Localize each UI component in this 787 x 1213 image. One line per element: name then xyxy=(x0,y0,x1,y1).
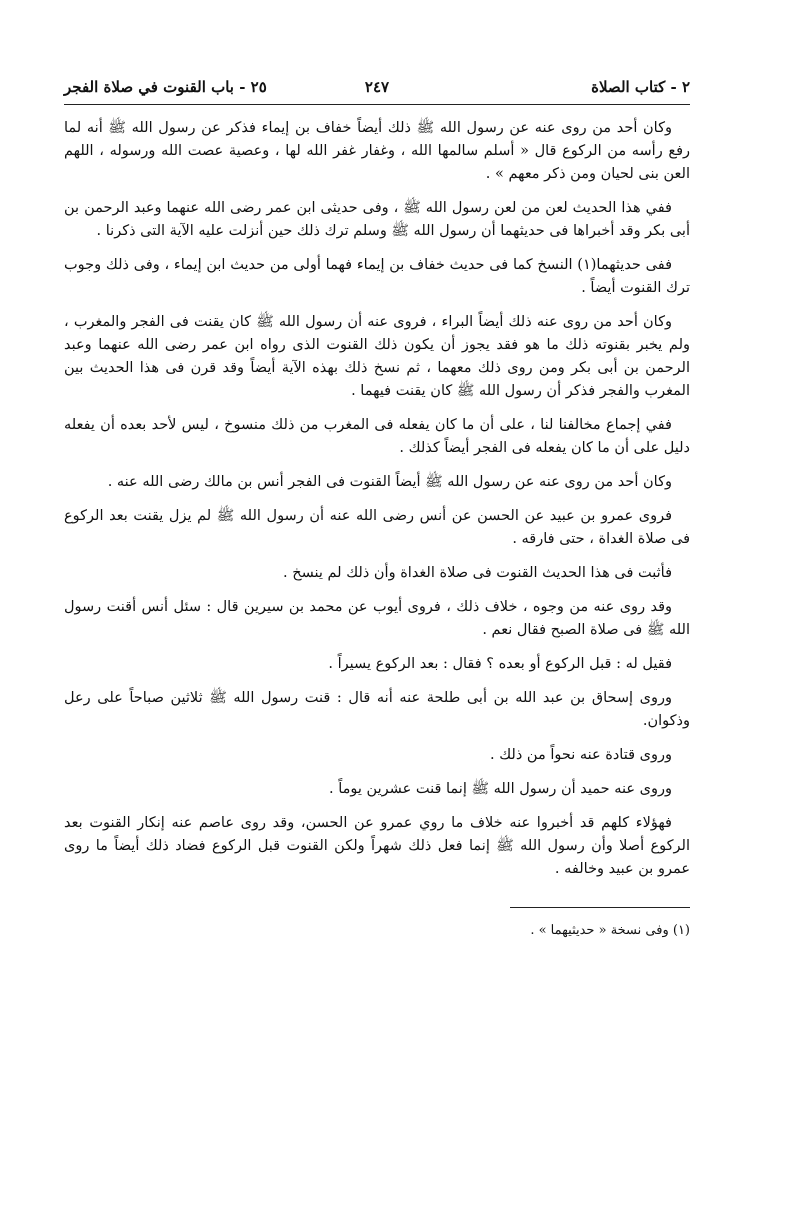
paragraph: وروى إسحاق بن عبد الله بن أبى طلحة عنه أنه قال : قنت رسول الله ﷺ ثلاثين صباحاً على رعل وذكوان. xyxy=(64,690,690,729)
paragraph: وكان أحد من روى عنه عن رسول الله ﷺ ذلك أيضاً خفاف بن إيماء فذكر عن رسول الله ﷺ أنه لما رفع رأسه من الركوع قال « أسلم سالمها الله ، وغفار غفر الله لها ، وعصية عصت الله ورسوله ، اللهم العن بنى لحيان ومن ذكر معهم » . xyxy=(64,120,690,182)
paragraph: ففي إجماع مخالفنا لنا ، على أن ما كان يفعله فى المغرب من ذلك منسوخ ، ليس لأحد بعده أن يفعله دليل على أن ما كان يفعله فى الفجر أيضاً كذلك . xyxy=(64,417,690,456)
paragraph: وكان أحد من روى عنه عن رسول الله ﷺ أيضاً القنوت فى الفجر أنس بن مالك رضى الله عنه . xyxy=(107,474,672,490)
running-head xyxy=(64,70,690,105)
paragraph: فأثبت فى هذا الحديث القنوت فى صلاة الغداة وأن ذلك لم ينسخ . xyxy=(282,565,672,581)
paragraph: وكان أحد من روى عنه ذلك أيضاً البراء ، فروى عنه أن رسول الله ﷺ كان يقنت فى الفجر والمغرب ، ولم يخبر بقنوته ذلك ما هو فقد يجوز أن يكون ذلك القنوت الذى رواه ابن عمر رضى الله عنهما وعبد الرحمن بن أبى بكر ومن روى ذلك معهما ، ثم نسخ ذلك بهذه الآية أيضاً وقد قرن فى هذا الحديث بين المغرب والفجر فذكر أن رسول الله ﷺ كان يقنت فيهما . xyxy=(64,314,691,399)
footnote: (١) وفى نسخة « حديثيهما » . xyxy=(530,923,690,938)
paragraph: وروى قتادة عنه نحواً من ذلك . xyxy=(489,747,672,763)
chapter-title: ٢ - كتاب الصلاة xyxy=(591,78,690,96)
paragraph: وروى عنه حميد أن رسول الله ﷺ إنما قنت عشرين يوماً . xyxy=(329,781,672,797)
main-text xyxy=(64,117,690,881)
paragraph: فروى عمرو بن عبيد عن الحسن عن أنس رضى الله عنه أن رسول الله ﷺ لم يزل يقنت بعد الركوع فى صلاة الغداة ، حتى فارقه . xyxy=(64,508,690,547)
paragraph: ففى حديثهما(١) النسخ كما فى حديث خفاف بن إيماء فهما أولى من حديث ابن إيماء ، وفى ذلك وجوب ترك القنوت أيضاً . xyxy=(64,257,690,296)
paragraph: وقد روى عنه من وجوه ، خلاف ذلك ، فروى أيوب عن محمد بن سيرين قال : سئل أنس أقنت رسول الله ﷺ فى صلاة الصبح فقال نعم . xyxy=(64,599,690,638)
book-page xyxy=(64,70,690,940)
footnote-divider xyxy=(510,907,690,908)
paragraph: ففي هذا الحديث لعن من لعن رسول الله ﷺ ، وفى حديثى ابن عمر رضى الله عنهما وعبد الرحمن بن أبى بكر وقد أخبراها فى حديثهما أن رسول الله ﷺ وسلم ترك ذلك حين أنزلت عليه الآية التى ذكرنا . xyxy=(64,200,690,239)
section-title: ٢٥ - باب القنوت في صلاة الفجر xyxy=(64,78,267,96)
paragraph: فقيل له : قبل الركوع أو بعده ؟ فقال : بعد الركوع يسيراً . xyxy=(328,656,672,672)
page-number: ٢٤٧ xyxy=(364,78,390,96)
paragraph: فهؤلاء كلهم قد أخبروا عنه خلاف ما روي عمرو عن الحسن، وقد روى عاصم عنه إنكار القنوت بعد الركوع أصلا وأن رسول الله ﷺ إنما فعل ذلك شهراً ولكن القنوت قبل الركوع فضاد ذلك أيضاً ما روى عمرو بن عبيد وخالفه . xyxy=(64,815,690,877)
